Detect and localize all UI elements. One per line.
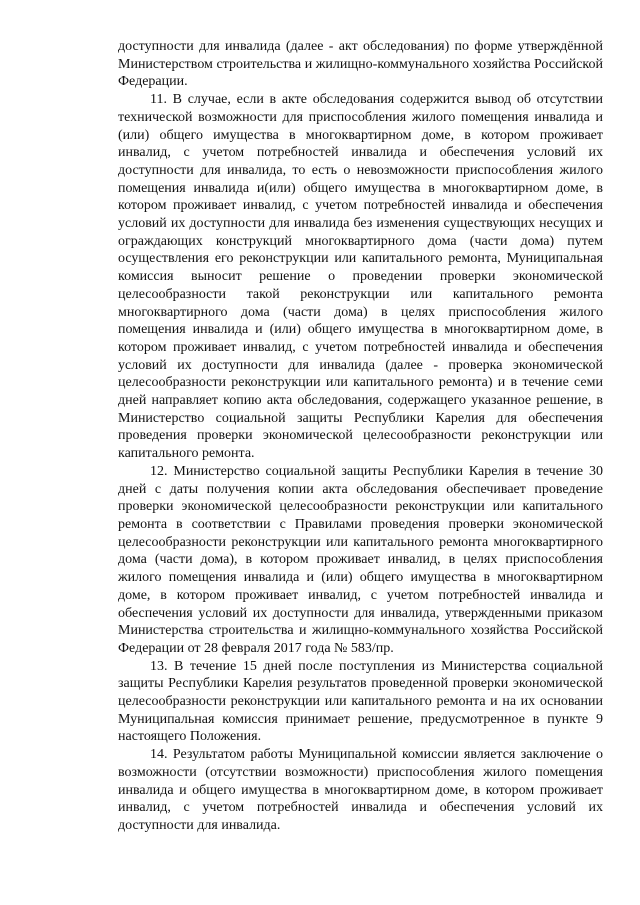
paragraph-item-12: 12. Министерство социальной защиты Республики Карелия в течение 30 дней с даты получения копии акта обследования обеспечивает проведение проверки экономической целесообразности реконструкции или капитального ремонта в соответствии с Правилами проведения проверки экономической целесообразности реконструкции или капитального ремонта многоквартирного дома (части дома), в котором проживает инвалид, в целях приспособления жилого помещения инвалида и (или) общего имущества в многоквартирном доме, в котором проживает инвалид, с учетом потребностей инвалида и обеспечения условий их доступности для инвалида, утвержденными приказом Министерства строительства и жилищно-коммунального хозяйства Российской Федерации от 28 февраля 2017 года № 583/пр.: [118, 463, 603, 656]
paragraph-item-11: 11. В случае, если в акте обследования содержится вывод об отсутствии технической возможности для приспособления жилого помещения инвалида и (или) общего имущества в многоквартирном доме, в котором проживает инвалид, с учетом потребностей инвалида и обеспечения условий их доступности для инвалида, то есть о невозможности приспособления жилого помещения инвалида и(или) общего имущества в многоквартирном доме, в котором проживает инвалид, с учетом потребностей инвалида и обеспечения условий их доступности для инвалида без изменения существующих несущих и ограждающих конструкций многоквартирного дома (части дома) путем осуществления его реконструкции или капитального ремонта, Муниципальная комиссия выносит решение о проведении проверки экономической целесообразности такой реконструкции или капитального ремонта многоквартирного дома (части дома) в целях приспособления жилого помещения инвалида и (или) общего имущества в многоквартирном доме, в котором проживает инвалид, с учетом потребностей инвалида и обеспечения условий их доступности для инвалида (далее - проверка экономической целесообразности реконструкции или капитального ремонта) и в течение семи дней направляет копию акта обследования, содержащего указанное решение, в Министерство социальной защиты Республики Карелия для обеспечения проведения проверки экономической целесообразности реконструкции или капитального ремонта.: [118, 92, 603, 462]
document-page: [118, 38, 603, 835]
paragraph-item-14: 14. Результатом работы Муниципальной комиссии является заключение о возможности (отсутствии возможности) приспособления жилого помещения инвалида и общего имущества в многоквартирном доме, в котором проживает инвалид, с учетом потребностей инвалида и обеспечения условий их доступности для инвалида.: [118, 747, 603, 833]
paragraph-continuation: доступности для инвалида (далее - акт обследования) по форме утверждённой Министерством строительства и жилищно-коммунального хозяйства Российской Федерации.: [118, 39, 603, 90]
paragraph-item-13: 13. В течение 15 дней после поступления из Министерства социальной защиты Республики Карелия результатов проведенной проверки экономической целесообразности реконструкции или капитального ремонта и на их основании Муниципальная комиссия принимает решение, предусмотренное в пункте 9 настоящего Положения.: [118, 658, 603, 745]
